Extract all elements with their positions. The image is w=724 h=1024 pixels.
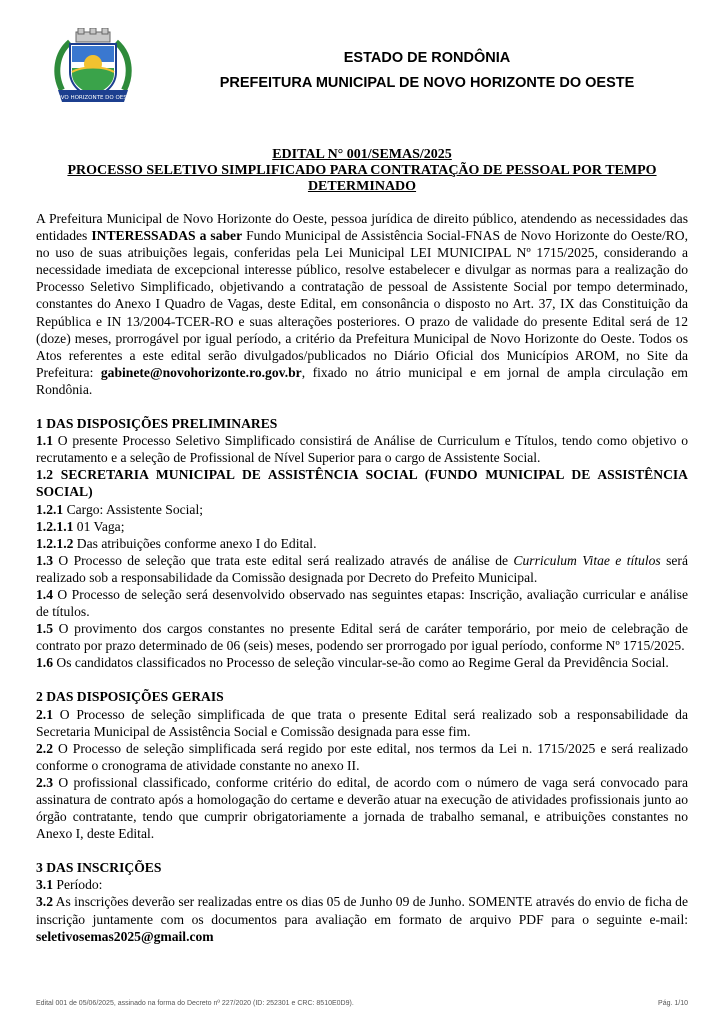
section-1-heading: 1 DAS DISPOSIÇÕES PRELIMINARES [36,416,278,432]
clause-text: O Processo de seleção simplificada de que trata o presente Edital será realizado sob a responsabilidade da Secretaria Municipal de Assistência Social e Comissão designada para esse fim. [36,706,688,739]
clause-text: O presente Processo Seletivo Simplificado consistirá de Análise de Curriculum e Títulos, tendo como objetivo o recrutamento e a seleção de Profissional de Nível Superior para o cargo de Assistente Social. [36,433,688,466]
clause-number: 1.2.1 [36,501,64,517]
clause-3-2 [36,893,688,944]
section-2-heading: 2 DAS DISPOSIÇÕES GERAIS [36,689,224,705]
prefeitura-email: gabinete@novohorizonte.ro.gov.br [100,364,302,380]
clause-number: 2.3 [36,774,53,790]
clause-1-5 [36,620,688,654]
intro-paragraph [36,210,688,398]
clause-number: 1.5 [36,621,53,637]
clause-number: 1.6 [36,655,53,671]
municipal-crest-icon [52,28,134,110]
clause-number: 1.3 [36,552,53,568]
municipality-heading: PREFEITURA MUNICIPAL DE NOVO HORIZONTE DO OESTE [219,75,635,91]
clause-number: 1.1 [36,433,53,449]
clause-number: 2.2 [36,740,53,756]
edital-number: EDITAL N° 001/SEMAS/2025 [272,147,452,162]
clause-text: O profissional classificado, conforme critério do edital, de acordo com o número de vaga será convocado para assinatura de contrato após a homologação do certame e deverão atuar na execução de atividades profissionais junto ao órgão contratante, tendo que cumprir obrigatoriamente a jornada de trabalho semanal, e atribuições constantes no Anexo I, deste Edital. [36,774,688,842]
clause-number: 1.2.1.1 [36,518,74,534]
clause-1-2-1-2 [36,535,688,552]
intro-text: A Prefeitura Municipal de Novo Horizonte do Oeste, pessoa jurídica de direito público, atendendo as necessidades das entidades [36,211,688,244]
clause-number: 2.1 [36,706,53,722]
registration-email: seletivosemas2025@gmail.com [36,928,214,944]
clause-1-1 [36,432,688,466]
clause-italic-text: Curriculum Vitae e títulos [513,552,661,568]
clause-number: 3.1 [36,877,53,893]
clause-text: Os candidatos classificados no Processo de seleção vincular-se-ão como ao Regime Geral da Previdência Social. [53,655,669,671]
clause-1-2-1-1 [36,518,688,535]
footer-signature-note: Edital 001 de 05/06/2025, assinado na forma do Decreto nº 227/2020 (ID: 252301 e CRC: 8510E0D9). [36,1000,354,1007]
page-number: Pág. 1/10 [658,1000,688,1007]
clause-2-3 [36,774,688,842]
clause-number: 3.2 [36,894,53,910]
clause-text: Cargo: Assistente Social; [63,501,204,517]
clause-2-1 [36,706,688,740]
clause-text: 01 Vaga; [73,518,125,534]
state-heading: ESTADO DE RONDÔNIA [343,50,511,66]
clause-text: Período: [53,877,103,893]
document-body [36,210,688,945]
section-3-heading: 3 DAS INSCRIÇÕES [36,860,162,876]
intro-text-main: Fundo Municipal de Assistência Social-FNAS de Novo Horizonte do Oeste/RO, no uso de suas atribuições legais, conferidas pela Lei Municipal LEI MUNICIPAL Nº 1715/2025, considerando a necessidade imediata de excepcional interesse público, resolve estabelecer e divulgar as normas para a realização do Processo Seletivo Simplificado, objetivando a contratação de pessoal de Assistente Social por tempo determinado, constantes do Anexo I Quadro de Vagas, deste Edital, em consonância o disposto no Art. 37, IX das Constituição da República e IN 13/2004-TCER-RO e suas alterações posteriores. O prazo de validade do presente Edital será de 12 (doze) meses, prorrogável por igual período, a critério da Prefeitura Municipal de Novo Horizonte do Oeste. Todos os Atos referentes a este edital serão divulgados/publicados no Diário Oficial dos Municípios AROM, no Site da Prefeitura: [36,228,689,380]
crest-banner-text: NOVO HORIZONTE DO OESTE [52,95,134,101]
clause-2-2 [36,740,688,774]
clause-text: Das atribuições conforme anexo I do Edital. [73,535,317,551]
clause-1-4 [36,586,688,620]
clause-text: O Processo de seleção simplificada será regido por este edital, nos termos da Lei n. 1715/2025 e será realizado conforme o cronograma de atividade constante no anexo II. [36,740,688,773]
clause-1-2: 1.2 SECRETARIA MUNICIPAL DE ASSISTÊNCIA SOCIAL (FUNDO MUNICIPAL DE ASSISTÊNCIA SOCIAL) [36,467,688,500]
clause-text: O provimento dos cargos constantes no presente Edital será de caráter temporário, por meio de celebração de contrato por prazo determinado de 06 (seis) meses, podendo ser prorrogado por igual período, conforme Nº 1715/2025. [36,621,688,654]
edital-title: PROCESSO SELETIVO SIMPLIFICADO PARA CONTRATAÇÃO DE PESSOAL POR TEMPO DETERMINADO [67,163,657,194]
clause-3-1 [36,876,688,893]
intro-text-end: , fixado no átrio municipal e em jornal de ampla circulação em Rondônia. [36,364,688,397]
clause-1-3 [36,552,688,586]
clause-1-2-1 [36,501,688,518]
clause-text-end: será realizado sob a responsabilidade da Comissão designada por Decreto do Prefeito Municipal. [36,552,688,585]
clause-text: O Processo de seleção que trata este edital será realizado através de análise de [53,552,514,568]
intro-interested: INTERESSADAS a saber [91,228,243,244]
clause-text: As inscrições deverão ser realizadas entre os dias 05 de Junho 09 de Junho. SOMENTE através do envio de ficha de inscrição juntamente com os documentos para avaliação em formato de arquivo PDF para o seguinte e-mail: [36,894,688,927]
clause-number: 1.2.1.2 [36,535,74,551]
clause-text: O Processo de seleção será desenvolvido observado nas seguintes etapas: Inscrição, avaliação curricular e análise de títulos. [36,586,688,620]
clause-number: 1.4 [36,586,53,602]
clause-1-6 [36,654,688,671]
